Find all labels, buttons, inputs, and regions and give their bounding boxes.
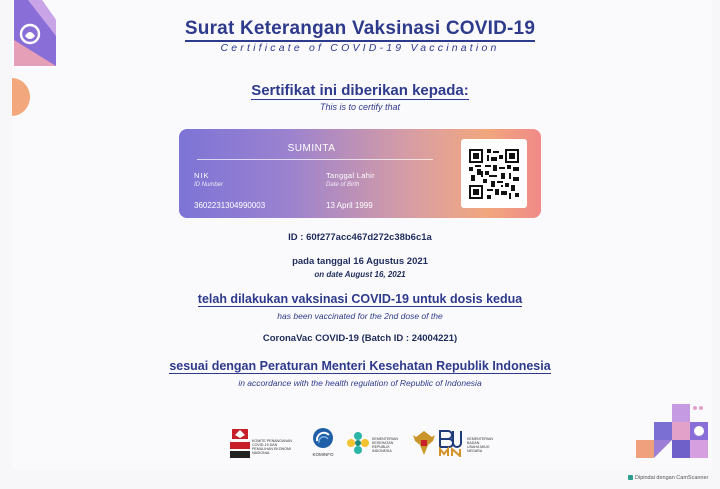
nik-label-en: ID Number xyxy=(194,182,224,188)
vaccine-batch: CoronaVac COVID-19 (Batch ID : 24004221) xyxy=(262,333,458,344)
footer-logos xyxy=(230,427,493,463)
kpcpen-emblem-icon xyxy=(230,429,250,459)
qr-code-icon xyxy=(469,149,519,199)
holder-name: SUMINTA xyxy=(287,143,336,154)
kemenkes-icon xyxy=(346,431,370,455)
kpcpen-logo xyxy=(230,427,300,463)
dob-label-en: Date of Birth xyxy=(326,182,360,188)
kominfo-icon xyxy=(312,427,334,449)
regulation-statement: sesuai dengan Peraturan Menteri Kesehatan Republik Indonesia xyxy=(169,359,551,373)
certificate-id: ID : 60f277acc467d272c38b6c1a xyxy=(288,232,432,243)
vaccination-statement-en: has been vaccinated for the 2nd dose of the xyxy=(277,311,443,321)
dob-label: Tanggal Lahir xyxy=(326,171,375,180)
kemenkes-label: KEMENTERIAN KESEHATAN REPUBLIK INDONESIA xyxy=(372,437,398,453)
kpcpen-subtitle: KOMITE PENANGANAN COVID-19 DAN PEMULIHAN EKONOMI NASIONAL xyxy=(252,439,292,455)
kominfo-logo xyxy=(308,427,338,463)
vaccination-card xyxy=(179,129,541,218)
camscanner-label: Dipindai dengan CamScanner xyxy=(635,475,709,481)
decorative-blocks-icon xyxy=(626,404,710,472)
vaccination-date-en: on date August 16, 2021 xyxy=(314,270,406,279)
name-divider xyxy=(197,159,433,160)
kominfo-label: KOMINFO xyxy=(312,452,334,457)
certificate-title: Surat Keterangan Vaksinasi COVID-19 xyxy=(0,18,720,40)
recipient-intro-en: This is to certify that xyxy=(319,102,401,112)
qr-code-box[interactable] xyxy=(461,139,527,208)
camscanner-watermark xyxy=(628,475,708,481)
vaccination-statement: telah dilakukan vaksinasi COVID-19 untuk dosis kedua xyxy=(197,292,523,306)
regulation-statement-en: in accordance with the health regulation of Republic of Indonesia xyxy=(238,378,482,388)
nik-label: NIK xyxy=(194,171,210,180)
bumn-logo xyxy=(412,427,493,463)
recipient-intro: Sertifikat ini diberikan kepada: xyxy=(251,82,469,99)
camscanner-icon xyxy=(628,475,633,480)
kemenkes-logo xyxy=(346,427,406,463)
dob-value: 13 April 1999 xyxy=(326,201,373,210)
certificate-title-en: Certificate of COVID-19 Vaccination xyxy=(220,42,500,54)
garuda-emblem-icon xyxy=(412,429,436,457)
vaccination-date: pada tanggal 16 Agustus 2021 xyxy=(292,256,428,267)
bumn-subtitle: KEMENTERIAN BADAN USAHA MILIK NEGARA xyxy=(467,437,493,453)
bumn-wordmark-icon xyxy=(439,429,465,457)
nik-value: 3602231304990003 xyxy=(194,201,266,210)
